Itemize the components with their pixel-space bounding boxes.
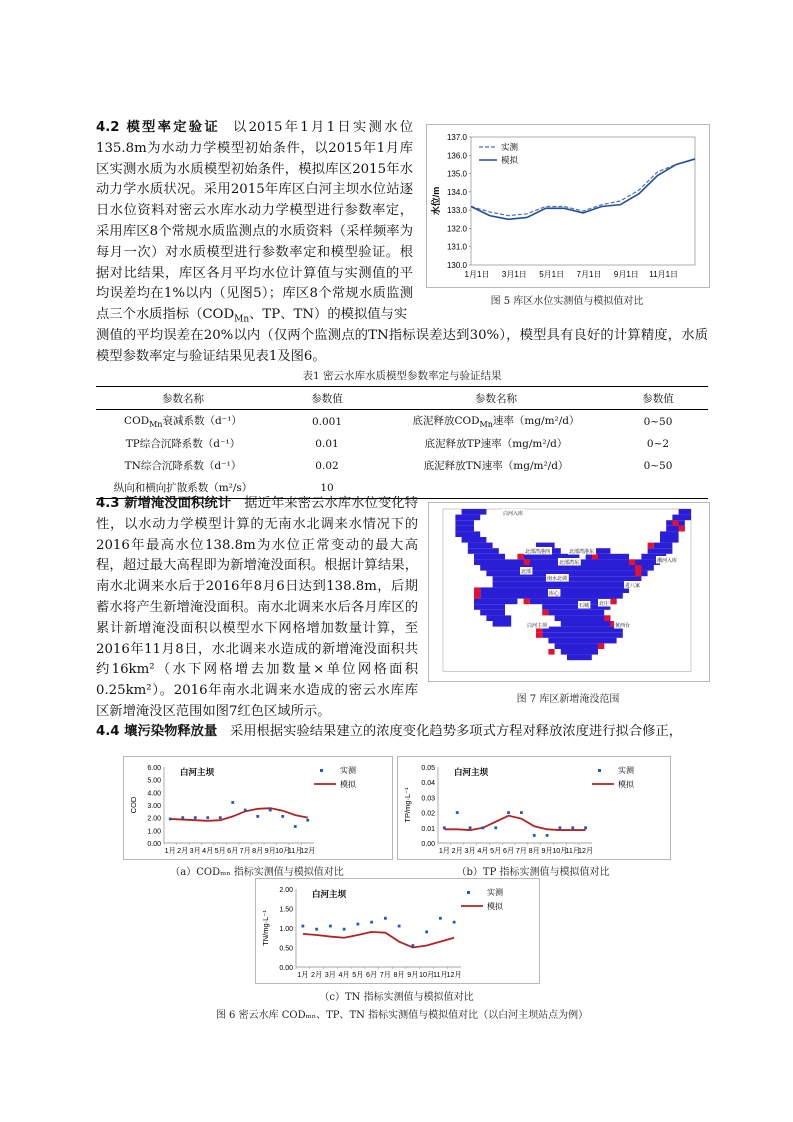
fig7-water-cells	[480, 610, 505, 616]
fig6-xtick: 5月	[352, 970, 364, 979]
fig7-new-flood-cell	[474, 587, 480, 593]
fig7-new-flood-cell	[648, 543, 654, 549]
fig6-point-measured	[482, 826, 485, 829]
fig5-xtick: 9月1日	[613, 270, 639, 279]
fig7-label: 库心	[549, 591, 560, 597]
fig7-water-cells	[555, 643, 605, 649]
fig5-caption: 图 5 库区水位实测值与模拟值对比	[490, 296, 644, 307]
fig6-series-simulated	[444, 816, 585, 830]
fig7-label: 南水北调	[547, 576, 568, 582]
fig7-water-cells	[474, 554, 505, 560]
fig6-legend-simulated: 模拟	[487, 902, 503, 911]
table1-row	[96, 410, 708, 433]
table1-cell: 0.01	[315, 437, 339, 450]
table1-cell: 0.02	[315, 459, 339, 472]
fig6-legend-measured: 实测	[340, 766, 356, 775]
fig6-xtick: 10月	[419, 970, 435, 979]
fig6-xtick: 8月	[528, 846, 540, 855]
fig6-point-measured	[411, 944, 414, 947]
fig7-water-cells	[548, 610, 604, 616]
fig7-label: 北部	[521, 569, 532, 575]
fig6-point-measured	[571, 826, 574, 829]
table1-cell: 10	[270, 476, 384, 499]
fig6-ytick: 0.04	[421, 780, 435, 788]
fig7-new-flood-cell	[524, 559, 530, 565]
fig5-series-measured	[471, 159, 695, 216]
fig7-caption: 图 7 库区新增淹没范围	[516, 694, 620, 705]
table1-header-3: 参数值	[608, 387, 708, 410]
sec42-paragraph	[96, 118, 413, 331]
table1-row	[96, 454, 708, 476]
fig7-water-cells	[474, 604, 505, 610]
fig6-ytick: 1.50	[279, 906, 293, 914]
fig6-point-measured	[584, 826, 587, 829]
fig5-series-simulated	[471, 159, 695, 219]
fig7-water-cells	[468, 543, 493, 549]
fig6-xtick: 8月	[393, 970, 405, 979]
fig6-point-measured	[231, 801, 234, 804]
fig5-ytick: 135.0	[446, 169, 467, 179]
fig6-point-measured	[329, 925, 332, 928]
fig6-xtick: 4月	[202, 846, 214, 855]
table1-cell: $COD_{Mn}$衰减系数（d⁻¹）	[124, 415, 242, 430]
fig6-xtick: 11月	[565, 846, 581, 855]
fig5-legend-measured: 实测	[501, 142, 519, 152]
fig7-label: 北部湾港西	[525, 549, 551, 555]
fig6-legend-measured-swatch	[320, 769, 323, 772]
fig6-ytick: 1.00	[147, 828, 161, 836]
fig7-label: 北庄	[599, 601, 610, 607]
fig7-water-cells	[548, 638, 616, 644]
fig7-label: 北部湾东	[559, 560, 580, 566]
fig6-xtick: 7月	[239, 846, 251, 855]
sec42-text-mid: 、TP、TN）的模拟值与实	[249, 307, 408, 323]
fig6-xtick: 12月	[300, 846, 316, 855]
fig7-label: 石城	[579, 603, 590, 609]
table1-cell: 纵向和横向扩散系数（m²/s）	[96, 476, 270, 499]
fig6-point-measured	[384, 917, 387, 920]
table1-cell: 底泥释放TP速率（mg/m²/d）	[424, 438, 568, 450]
fig6-xtick: 1月	[438, 846, 451, 855]
fig7-label: 进八家	[625, 583, 641, 589]
fig7-water-cells	[455, 531, 480, 537]
fig6-xtick: 4月	[338, 970, 350, 979]
fig7-new-flood-cell	[604, 615, 610, 621]
fig7-water-cells	[542, 632, 623, 638]
fig6-xtick: 9月	[264, 846, 276, 855]
fig6-xtick: 5月	[214, 846, 226, 855]
fig6-point-measured	[370, 921, 373, 924]
fig7-water-cells	[660, 537, 679, 543]
sec42-paragraph-tail	[96, 326, 708, 368]
fig7-new-flood-cell	[598, 643, 604, 649]
fig6-point-measured	[469, 826, 472, 829]
fig6c-caption: （c）TN 指标实测值与模拟值对比	[319, 992, 474, 1003]
fig7-water-cells	[567, 655, 592, 661]
table1-caption: 表1 密云水库水质模型参数率定与验证结果	[302, 370, 502, 382]
fig5-ytick: 130.0	[446, 261, 467, 270]
sec42-text: 以2015年1月1日实测水位135.8m为水动力学模型初始条件，以2015年1月库区实测水质为水质模型初始条件，模拟库区2015年水动力学水质状况。采用2015年库区白河主坝水位站逐日水位资料对密云水库水动力学模型进行参数率定，采用库区8个常规水质监测点的水质资料（采样频率为每月一次）对水质模型进行参数率定和模型验证。根据对比结果，库区各月平均水位计算值与实测值的平均误差均在1%以内（见图5）；库区8个常规水质监测点三个水质指标（COD	[96, 120, 413, 323]
fig6-point-measured	[533, 834, 536, 837]
fig7-water-cells	[493, 621, 512, 627]
fig6-ytick: 0.50	[279, 945, 293, 953]
table1-cell: 底泥释放TN速率（mg/m²/d）	[423, 460, 569, 472]
fig6-point-measured	[356, 923, 359, 926]
fig6-ytick: 0.05	[421, 765, 435, 772]
fig7-water-cells	[660, 531, 679, 537]
fig6-xtick: 7月	[379, 970, 391, 979]
fig7-new-flood-cell	[542, 610, 548, 616]
fig6a-chart	[124, 757, 392, 859]
fig7-water-cells	[474, 599, 517, 605]
fig7-water-cells	[455, 515, 480, 521]
fig6-legend-measured: 实测	[487, 888, 503, 897]
fig6-ytick: 0.01	[421, 825, 435, 833]
fig7-water-cells	[672, 515, 691, 521]
fig7-water-cells	[679, 509, 691, 515]
fig6-xtick: 8月	[252, 846, 264, 855]
fig6-point-measured	[343, 928, 346, 931]
fig6-point-measured	[169, 818, 172, 821]
sec44-text: 采用根据实验结果建立的浓度变化趋势多项式方程对释放浓度进行拟合修正，	[229, 724, 683, 739]
fig7-water-cells	[455, 520, 474, 526]
fig7-new-flood-cell	[517, 554, 523, 560]
fig7-water-cells	[486, 615, 511, 621]
fig6-ytick: 2.00	[147, 815, 161, 823]
fig7-label: 黄西台	[615, 623, 631, 629]
fig5-xtick: 7月1日	[576, 270, 602, 279]
fig6-xtick: 9月	[407, 970, 419, 979]
fig6-xtick: 3月	[189, 846, 201, 855]
fig6-xtick: 3月	[464, 846, 476, 855]
fig6-point-measured	[281, 815, 284, 818]
fig6-point-measured	[206, 816, 209, 819]
fig6-point-measured	[244, 809, 247, 812]
fig6-series-simulated	[303, 932, 454, 948]
fig7-new-flood-cell	[524, 599, 530, 605]
fig7-new-flood-cell	[679, 526, 685, 532]
fig6-point-measured	[443, 826, 446, 829]
fig6-ytick: 0.03	[421, 795, 435, 803]
sec42-text-tail: 测值的平均误差在20%以内（仅两个监测点的TN指标误差达到30%），模型具有良好的计算精度，水质模型参数率定与验证结果见表1及图6。	[96, 328, 708, 364]
fig5-ytick: 136.0	[446, 151, 467, 161]
fig7-new-flood-cell	[536, 632, 542, 638]
fig6-point-measured	[398, 925, 401, 928]
table1-row	[96, 432, 708, 454]
fig6-point-measured	[219, 816, 222, 819]
fig7-water-cells	[648, 548, 673, 554]
fig6-xtick: 11月	[433, 970, 448, 979]
fig7-new-flood-cell	[629, 559, 635, 565]
table1-header-2: 参数名称	[384, 387, 608, 410]
sec42-text-sub: Mn	[234, 314, 250, 325]
fig5-ytick: 134.0	[446, 187, 467, 197]
fig6-ytick: 5.00	[147, 777, 161, 785]
fig6-xtick: 2月	[451, 846, 463, 855]
fig6-point-measured	[294, 825, 297, 828]
fig7-new-flood-cell	[635, 571, 641, 577]
fig5-xtick: 5月1日	[539, 270, 565, 279]
fig6-point-measured	[507, 811, 510, 814]
fig6-ytick: 0.00	[421, 841, 435, 848]
sec43-text: 据近年来密云水库水位变化特性，以水动力学模型计算的无南水北调来水情况下的2016年最高水位138.8m为水位正常变动的最大高程，超过最大高程即为新增淹没面积。根据计算结果，南水北调来水后于2016年8月6日达到138.8m，后期蓄水将产生新增淹没面积。南水北调来水后各月库区的累计新增淹没面积以模型水下网格增加数量计算，至2016年11月8日，水北调来水造成的新增淹没面积共约16km²（水下网格增去加数量×单位网格面积0.25km²）。2016年南水北调来水造成的密云水库库区新增淹没区范围如图7红色区域所示。	[96, 496, 419, 719]
fig6-xtick: 6月	[366, 970, 378, 979]
fig6b-frame	[397, 756, 671, 860]
fig5-ytick: 137.0	[446, 133, 467, 142]
fig7-water-cells	[462, 509, 487, 515]
fig7-water-cells	[493, 582, 636, 588]
table1-cell: TN综合沉降系数（d⁻¹）	[124, 460, 242, 472]
fig6-station-label: 白河主坝	[312, 889, 347, 899]
fig6-xtick: 10月	[275, 846, 291, 855]
fig6-ytick: 3.00	[147, 803, 161, 810]
fig7-new-flood-cell	[635, 565, 641, 571]
fig6-xtick: 6月	[227, 846, 239, 855]
fig6-xtick: 10月	[552, 846, 568, 855]
fig6-legend-measured: 实测	[618, 766, 634, 775]
fig7-frame	[428, 502, 710, 682]
fig6-legend-measured-swatch	[598, 769, 601, 772]
fig6-ylabel: TN/mg·L⁻¹	[261, 910, 270, 946]
fig6-xtick: 12月	[577, 846, 594, 855]
sec43-paragraph	[96, 494, 418, 723]
fig6-point-measured	[194, 816, 197, 819]
table1-header-0: 参数名称	[96, 387, 270, 410]
fig6-xtick: 1月	[297, 970, 309, 979]
fig6b-caption: （b）TP 指标实测值与模拟值对比	[456, 867, 610, 878]
fig7-water-cells	[561, 649, 598, 655]
fig6-xtick: 12月	[446, 970, 462, 979]
fig5-ytick: 133.0	[446, 206, 467, 216]
fig6-station-label: 白河主坝	[454, 767, 489, 777]
fig5-ylabel: 水位/m	[431, 186, 441, 216]
fig6-point-measured	[494, 826, 497, 829]
fig6-station-label: 白河主坝	[180, 767, 215, 777]
fig6-point-measured	[425, 931, 428, 934]
fig7-label: 潮河入库	[657, 558, 678, 564]
fig7-new-flood-cell	[474, 593, 480, 599]
fig6-point-measured	[456, 811, 459, 814]
fig6-point-measured	[256, 815, 259, 818]
fig6-ylabel: TP/mg·L⁻¹	[403, 787, 412, 823]
table1-header-1: 参数值	[270, 387, 384, 410]
fig6-ytick: 1.00	[279, 926, 293, 933]
fig7-water-cells	[561, 621, 617, 627]
fig6-legend-measured-swatch	[467, 891, 470, 894]
fig7-new-flood-cell	[672, 520, 678, 526]
fig7-water-cells	[462, 537, 487, 543]
fig6-xtick: 5月	[490, 846, 502, 855]
fig6-ytick: 0.00	[147, 841, 161, 848]
fig6-legend-simulated: 模拟	[340, 780, 356, 789]
sec42-heading: 4.2 模型率定验证	[96, 120, 220, 135]
fig6-xtick: 6月	[502, 846, 515, 855]
fig7-water-cells	[468, 548, 499, 554]
fig6-xtick: 9月	[541, 846, 553, 855]
table1-cell: TP综合沉降系数（d⁻¹）	[125, 438, 241, 450]
fig6-point-measured	[546, 834, 549, 837]
fig7-water-cells	[455, 526, 474, 532]
fig6-legend-simulated: 模拟	[618, 780, 634, 789]
fig6-series-simulated	[170, 808, 308, 821]
table1-cell	[608, 476, 708, 499]
fig6c-chart	[256, 879, 539, 983]
fig6-caption: 图 6 密云水库 CODₘₙ、TP、TN 指标实测值与模拟值对比（以白河主坝站点为例）	[215, 1010, 589, 1021]
fig6-xtick: 1月	[164, 846, 176, 855]
fig6-xtick: 3月	[324, 970, 336, 979]
fig6-point-measured	[315, 928, 318, 931]
fig6-xtick: 4月	[477, 846, 489, 855]
fig6-point-measured	[520, 811, 523, 814]
fig6-point-measured	[306, 819, 309, 822]
fig6-point-measured	[181, 816, 184, 819]
fig6a-frame	[123, 756, 393, 860]
fig6-point-measured	[301, 925, 304, 928]
fig6-point-measured	[453, 921, 456, 924]
fig7-water-cells	[555, 615, 611, 621]
fig6-xtick: 11月	[287, 846, 303, 855]
fig6-ytick: 0.02	[421, 810, 435, 818]
fig5-ytick: 132.0	[446, 224, 467, 234]
fig6-ylabel: COD	[129, 796, 138, 814]
fig6-ytick: 2.00	[279, 887, 293, 894]
table1-cell: 0~50	[643, 415, 673, 428]
fig6-xtick: 2月	[177, 846, 189, 855]
fig6c-frame	[255, 878, 540, 984]
sec44-heading: 4.4 壤污染物释放量	[96, 724, 218, 739]
fig6-point-measured	[559, 826, 562, 829]
table1-cell: 0~2	[646, 437, 670, 450]
fig7-map	[429, 503, 709, 681]
table1-cell: 0.001	[311, 415, 343, 428]
fig6-xtick: 2月	[311, 970, 323, 979]
fig7-new-flood-cell	[548, 649, 554, 655]
fig7-label: 白河主坝	[527, 623, 548, 629]
fig5-ytick: 131.0	[446, 242, 467, 252]
fig5-xtick: 11月1日	[649, 270, 679, 279]
table1-cell: 0~50	[643, 459, 673, 472]
fig7-water-cells	[542, 627, 623, 633]
sec43-heading: 4.3 新增淹没面积统计	[96, 496, 232, 511]
fig5-xtick: 3月1日	[501, 270, 527, 279]
fig6b-chart	[398, 757, 670, 859]
table1-cell: 底泥释放$COD_{Mn}$速率（mg/m²/d）	[412, 415, 580, 430]
fig6-point-measured	[269, 809, 272, 812]
fig5-chart	[427, 125, 709, 287]
fig7-new-flood-cell	[610, 599, 616, 605]
fig5-xtick: 1月1日	[464, 270, 490, 279]
fig6a-caption: （a）CODₘₙ 指标实测值与模拟值对比	[170, 867, 344, 878]
table1	[96, 386, 708, 499]
fig7-label: 北部湾港东	[569, 549, 595, 555]
sec44-paragraph	[96, 722, 708, 743]
fig5-frame	[426, 124, 710, 288]
fig5-legend-simulated: 模拟	[501, 155, 519, 165]
fig6-ytick: 0.00	[279, 965, 293, 972]
fig7-label: 白河入库	[503, 511, 524, 517]
fig7-water-cells	[654, 543, 673, 549]
fig6-xtick: 7月	[515, 846, 528, 855]
fig6-ytick: 4.00	[147, 790, 161, 798]
fig6-point-measured	[439, 917, 442, 920]
fig6-ytick: 6.00	[147, 765, 161, 772]
